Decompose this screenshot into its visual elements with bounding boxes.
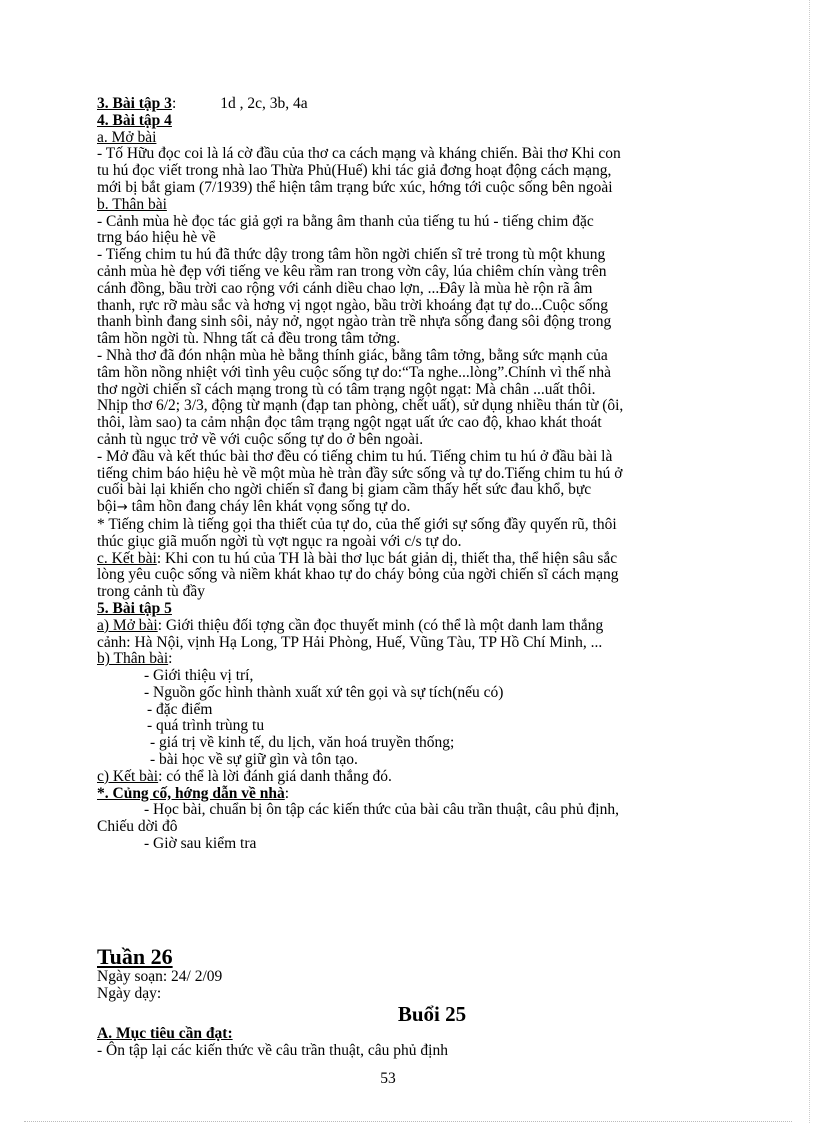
exercise-4-a-body: [97, 146, 767, 196]
text-line: trong cảnh tù đầy: [97, 583, 206, 601]
prep-date-value: 24/ 2/09: [171, 967, 223, 985]
list-item: - bài học về sự giữ gìn và tôn tạo.: [150, 751, 358, 769]
exercise-4-b-body: [97, 214, 767, 551]
text-line: - Cảnh mùa hè đọc tác giả gợi ra bằng âm thanh của tiếng tu hú - tiếng chim đặc: [97, 212, 594, 230]
exercise-5-heading: 5. Bài tập 5: [97, 599, 172, 617]
text-line: - Ôn tập lại các kiến thức về câu trần thuật, câu phủ định: [97, 1042, 448, 1060]
week-title: Tuần 26: [97, 943, 173, 969]
exercise-4-c-heading: c. Kết bài: [97, 549, 157, 567]
consolidate-heading: *. Củng cố, hớng dẫn về nhà: [97, 784, 285, 802]
text-line: cảnh mùa hè đẹp với tiếng ve kêu rầm ran trong vờn cây, lúa chiêm chín vàng trên: [97, 262, 607, 280]
exercise-3-line: [97, 96, 767, 113]
right-arrow-icon: →: [116, 500, 128, 516]
text-line: cảnh: Hà Nội, vịnh Hạ Long, TP Hải Phòng, Huế, Vũng Tàu, TP Hồ Chí Minh, ...: [97, 633, 603, 651]
exercise-5-c-text: : có thể là lời đánh giá danh thắng đó.: [158, 767, 392, 785]
goal-heading: A. Mục tiêu cần đạt:: [97, 1025, 233, 1043]
consolidate-heading-line: [97, 786, 767, 803]
exercise-5-a-line: [97, 618, 767, 635]
exercise-5-c-line: [97, 769, 767, 786]
text-line: tâm hồn ngời tù. Nhng tất cả đều trong tâm tởng.: [97, 330, 401, 348]
text-line: thơ ngời chiến sĩ cách mạng trong tù có tâm trạng ngột ngạt: Mà chân ...uất thôi.: [97, 380, 596, 398]
text-line: thanh bình đang sinh sôi, nảy nở, ngọt ngào tràn trề nhựa sống đang sôi động trong: [97, 313, 612, 331]
text-line-with-arrow: [97, 499, 767, 517]
text-line: Nhịp thơ 6/2; 3/3, động từ mạnh (đạp tan phòng, chết uất), sử dụng nhiều thán từ (ôi,: [97, 397, 624, 415]
arrow-suffix: tâm hồn đang cháy lên khát vọng sống tự do.: [127, 498, 411, 516]
text-line: - Tố Hữu đọc coi là lá cờ đầu của thơ ca cách mạng và kháng chiến. Bài thơ Khi con: [97, 145, 621, 163]
exercise-4-c-line: [97, 551, 767, 568]
text-line: - Học bài, chuẩn bị ôn tập các kiến thức của bài câu trần thuật, câu phủ định,: [144, 801, 619, 819]
text-line: - Tiếng chim tu hú đã thức dậy trong tâm hồn ngời chiến sĩ trẻ trong tù một khung: [97, 246, 606, 264]
text-line: Chiếu dời đô: [97, 818, 178, 836]
page-number: 53: [380, 1070, 396, 1087]
prep-date-line: [97, 969, 767, 986]
text-line: - Giờ sau kiểm tra: [144, 835, 257, 853]
spacer: [97, 853, 767, 945]
exercise-5-c-heading: c) Kết bài: [97, 767, 159, 785]
list-item: - giá trị về kinh tế, du lịch, văn hoá truyền thống;: [150, 734, 455, 752]
text-line: thôi, làm sao) ta cảm nhận đọc tâm trạng ngột ngạt uất ức cao độ, khao khát thoát: [97, 414, 602, 432]
exercise-5-a-heading: a) Mở bài: [97, 616, 158, 634]
exercise-3-heading: 3. Bài tập 3: [97, 95, 172, 112]
list-item: - đặc điểm: [147, 700, 213, 718]
page-content: [97, 96, 767, 1060]
text-line: cảnh tù ngục trở về với cuộc sống tự do ở bên ngoài.: [97, 430, 424, 448]
teach-date-label: Ngày dạy:: [97, 984, 162, 1002]
text-line: mới bị bắt giam (7/1939) thể hiện tâm trạng bức xúc, hớng tới cuộc sống bên ngoài: [97, 178, 613, 196]
exercise-5-b-heading: b) Thân bài: [97, 650, 169, 668]
text-line: tiếng chim báo hiệu hè về một mùa hè tràn đầy sức sống và tự do.Tiếng chim tu hú ở: [97, 464, 623, 482]
list-item: - quá trình trùng tu: [147, 717, 265, 735]
footer-divider: [24, 1121, 792, 1122]
list-item: - Nguồn gốc hình thành xuất xứ tên gọi và sự tích(nếu có): [144, 683, 504, 701]
exercise-3-answer: 1d , 2c, 3b, 4a: [220, 95, 308, 112]
text-line: trng báo hiệu hè về: [97, 229, 216, 247]
text-line: cuối bài lại khiến cho ngời chiến sĩ đang bị giam cầm thấy hết sức đau khổ, bực: [97, 481, 592, 499]
text-line: - Nhà thơ đã đón nhận mùa hè bằng thính giác, bằng tâm tởng, bằng sức mạnh của: [97, 346, 608, 364]
text-line: * Tiếng chim là tiếng gọi tha thiết của tự do, của thế giới sự sống đầy quyến rũ, thôi: [97, 515, 617, 533]
text-line: cánh đồng, bầu trời cao rộng với cánh diều chao lợn, ...Đây là mùa hè rộn rã âm: [97, 279, 593, 297]
exercise-4-heading: 4. Bài tập 4: [97, 111, 172, 129]
text-line: tu hú đọc viết trong nhà lao Thừa Phủ(Huế) khi tác giả đơng hoạt động cách mạng,: [97, 162, 612, 180]
text-line: lòng yêu cuộc sống và niềm khát khao tự do cháy bỏng của ngời chiến sĩ cách mạng: [97, 566, 619, 584]
text-line: tâm hồn nồng nhiệt với tình yêu cuộc sống tự do:“Ta nghe...lòng”.Chính vì thế nhà: [97, 363, 612, 381]
exercise-5-b-line: [97, 651, 767, 668]
exercise-5-b-sep: :: [168, 650, 173, 668]
text-line: thúc giục giã muốn ngời tù vợt ngục ra ngoài với c/s tự do.: [97, 532, 462, 550]
text-line: - Mở đầu và kết thúc bài thơ đều có tiếng chim tu hú. Tiếng chim tu hú ở đầu bài là: [97, 447, 613, 465]
right-margin-divider: [809, 0, 810, 1123]
exercise-5-b-list: [97, 668, 767, 769]
exercise-4-a-heading: a. Mở bài: [97, 128, 157, 146]
exercise-4-c-text: : Khi con tu hú của TH là bài thơ lục bát giản dị, thiết tha, thể hiện sâu sắc: [156, 549, 618, 567]
exercise-3-sep: :: [171, 95, 177, 112]
list-item: - Giới thiệu vị trí,: [144, 667, 254, 685]
exercise-4-b-heading: b. Thân bài: [97, 195, 167, 213]
exercise-5-a-text: : Giới thiệu đối tợng cần đọc thuyết minh (có thể là một danh lam thắng: [157, 616, 604, 634]
text-line: thanh, rực rỡ màu sắc và hơng vị ngọt ngào, bầu trời khoáng đạt tự do...Cuộc sống: [97, 296, 609, 314]
consolidate-sep: :: [284, 784, 290, 802]
session-title: Buổi 25: [397, 1002, 467, 1027]
prep-date-label: Ngày soạn:: [97, 967, 168, 985]
arrow-prefix: bội: [97, 498, 117, 516]
